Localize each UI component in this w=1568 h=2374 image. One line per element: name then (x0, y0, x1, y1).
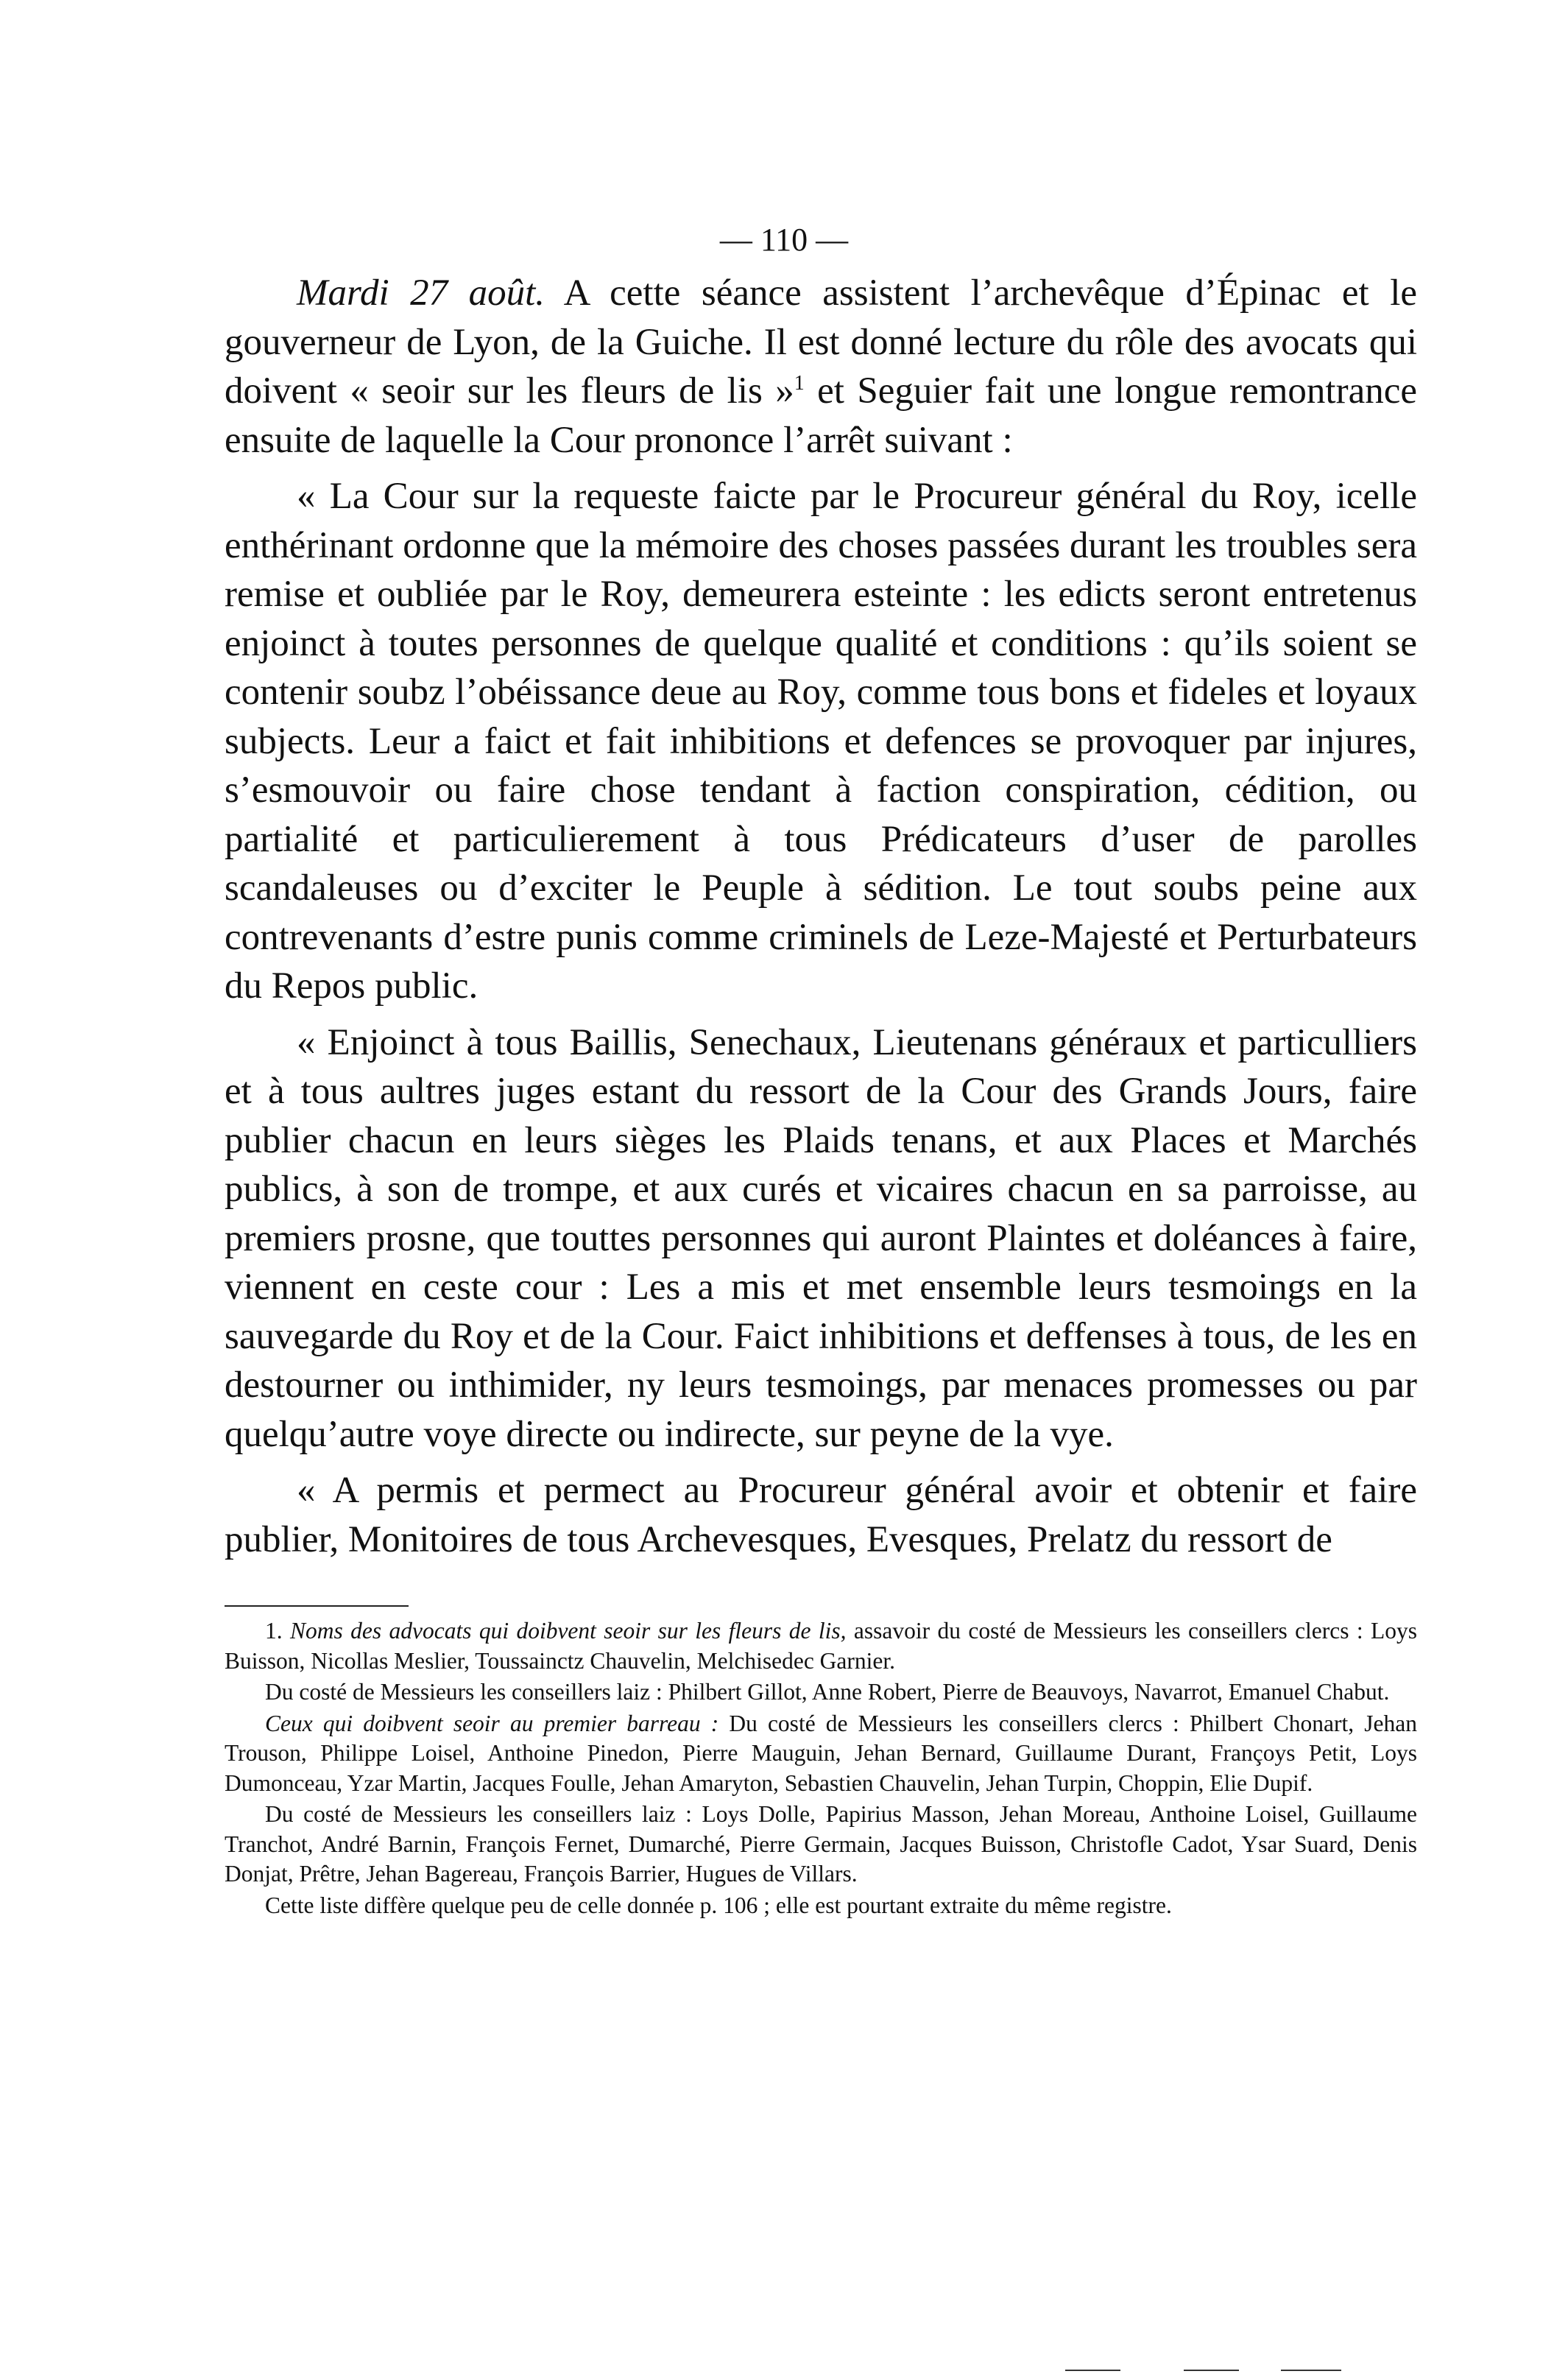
paragraph-permission: « A permis et permect au Procureur général avoir et obtenir et faire publier, Monitoires de tous Archevesques, Evesques, Prelatz du ressort de (225, 1470, 1417, 1560)
footnote-marker: 1. (265, 1618, 283, 1644)
footnote-paragraph (225, 1709, 1417, 1799)
session-date: Mardi 27 août. (297, 272, 545, 314)
scan-mark (1065, 2370, 1120, 2371)
footnote-paragraph: Cette liste diffère quelque peu de celle donnée p. 106 ; elle est pourtant extraite du même registre. (265, 1892, 1172, 1918)
paragraph-session-date (225, 269, 1417, 465)
footnote-separator (225, 1605, 409, 1607)
paragraph-injunction: « Enjoinct à tous Baillis, Senechaux, Lieutenans généraux et particulliers et à tous aultres juges estant du ressort de la Cour des Grands Jours, faire publier chacun en leurs sièges les Plaids tenans, et aux Places et Marchés publics, à son de trompe, et aux curés et vicaires chacun en sa parroisse, au premiers prosne, que touttes personnes qui auront Plaintes et doléances à faire, viennent en ceste cour : Les a mis et met ensemble leurs tesmoings en la sauvegarde du Roy et de la Cour. Faict inhibitions et deffenses à tous, de les en destourner ou inthimider, ny leurs tesmoings, par menaces promesses ou par quelqu’autre voye directe ou indirecte, sur peyne de la vye. (225, 1021, 1417, 1455)
paragraph-court-ruling: « La Cour sur la requeste faicte par le Procureur général du Roy, icelle enthérinant ordonne que la mémoire des choses passées durant les troubles sera remise et oubliée par le Roy, demeurera esteinte : les edicts seront entretenus enjoinct à toutes personnes de quelque qualité et conditions : qu’ils soient se contenir soubz l’obéissance deue au Roy, comme tous bons et fideles et loyaux subjects. Leur a faict et fait inhibitions et defences se provoquer par injures, s’esmouvoir ou faire chose tendant à faction conspiration, cédition, ou partialité et particulierement à tous Prédicateurs d’user de parolles scandaleuses ou d’exciter le Peuple à sédition. Le tout soubs peine aux contrevenants d’estre punis comme criminels de Leze-Majesté et Perturbateurs du Repos public. (225, 476, 1417, 1007)
main-text (225, 269, 1417, 1571)
footnote-1 (225, 1616, 1417, 1676)
page-number: — 110 — (719, 222, 849, 258)
footnotes (225, 1616, 1417, 1922)
paragraph-text: A cette séance assistent l’archevêque d’Épinac et le gouverneur de Lyon, de la Guiche. Il est donné lecture du rôle des avocats qui doivent « seoir sur les fleurs de lis » (225, 272, 1418, 412)
scan-mark (1281, 2370, 1341, 2371)
paragraph-text: et Seguier fait une longue remontrance ensuite de laquelle la Cour prononce l’arrêt suivant : (225, 370, 1417, 461)
footnote-paragraph: Du costé de Messieurs les conseillers laiz : Loys Dolle, Papirius Masson, Jehan Moreau, Anthoine Loisel, Guillaume Tranchot, André Barnin, François Fernet, Dumarché, Pierre Germain, Jacques Buisson, Christofle Cadot, Ysar Suard, Denis Donjat, Prêtre, Jehan Bagereau, François Barrier, Hugues de Villars. (225, 1801, 1417, 1887)
footnote-paragraph: Du costé de Messieurs les conseillers laiz : Philbert Gillot, Anne Robert, Pierre de Beauvoys, Navarrot, Emanuel Chabut. (265, 1679, 1390, 1705)
footnote-title: Noms des advocats qui doibvent seoir sur les fleurs de lis, (282, 1618, 847, 1644)
scan-mark (1184, 2370, 1239, 2371)
scan-edge-marks (0, 2370, 1568, 2372)
footnote-reference[interactable]: 1 (794, 372, 805, 395)
footnote-text: Du costé de Messieurs les conseillers clercs : Philbert Chonart, Jehan Trouson, Philippe Loisel, Anthoine Pinedon, Pierre Mauguin, Jehan Bernard, Guillaume Durant, Françoys Petit, Loys Dumonceau, Yzar Martin, Jacques Foulle, Jehan Amaryton, Sebastien Chauvelin, Jehan Turpin, Choppin, Elie Dupif. (225, 1710, 1417, 1796)
footnote-subtitle: Ceux qui doibvent seoir au premier barreau : (265, 1710, 719, 1736)
footnote-text: assavoir du costé de Messieurs les conseillers clercs : Loys Buisson, Nicollas Meslier, Toussainctz Chauvelin, Melchisedec Garnier. (225, 1618, 1418, 1674)
